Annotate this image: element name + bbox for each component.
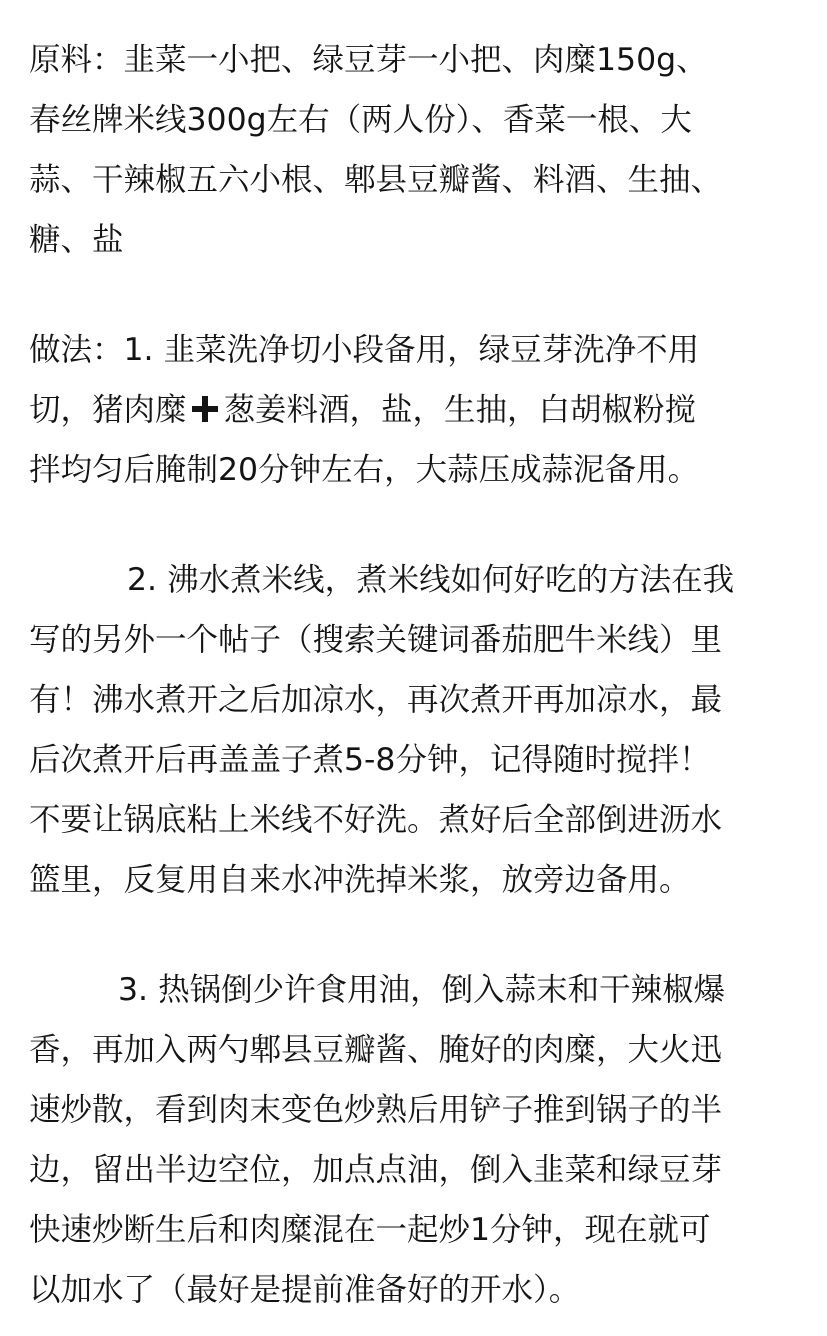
- heavy-plus-icon: [190, 394, 220, 424]
- method-step2-line: 篮里，反复用自来水冲洗掉米浆，放旁边备用。: [29, 862, 691, 898]
- method-step3-line: 香，再加入两勺郫县豆瓣酱、腌好的肉糜，大火迅: [29, 1032, 723, 1068]
- ingredients-line: 春丝牌米线300g左右（两人份）、香菜一根、大: [29, 102, 692, 138]
- method-step2-line: 有！沸水煮开之后加凉水，再次煮开再加凉水，最: [29, 682, 723, 718]
- method-step3-line: 以加水了（最好是提前准备好的开水）。: [29, 1272, 581, 1308]
- method-step2-line: 不要让锅底粘上米线不好洗。煮好后全部倒进沥水: [29, 802, 723, 838]
- method-step2-line: 后次煮开后再盖盖子煮5-8分钟，记得随时搅拌！: [29, 742, 711, 778]
- ingredients-line: 糖、盐: [29, 222, 124, 258]
- method-step2-line: 2. 沸水煮米线，煮米线如何好吃的方法在我: [127, 562, 735, 598]
- method-step3-line: 速炒散，看到肉末变色炒熟后用铲子推到锅子的半: [29, 1092, 723, 1128]
- method-step3-line: 快速炒断生后和肉糜混在一起炒1分钟，现在就可: [29, 1212, 711, 1248]
- method-step1-line: 拌均匀后腌制20分钟左右，大蒜压成蒜泥备用。: [29, 452, 700, 488]
- method-step2-line: 写的另外一个帖子（搜索关键词番茄肥牛米线）里: [29, 622, 723, 658]
- ingredients-line: 原料：韭菜一小把、绿豆芽一小把、肉糜150g、: [29, 42, 708, 78]
- method-step3-line: 3. 热锅倒少许食用油，倒入蒜末和干辣椒爆: [118, 972, 726, 1008]
- method-step3-line: 边，留出半边空位，加点点油，倒入韭菜和绿豆芽: [29, 1152, 723, 1188]
- method-step1-line: 做法：1. 韭菜洗净切小段备用，绿豆芽洗净不用: [29, 332, 700, 368]
- method-step1-text: 葱姜料酒，盐，生抽，白胡椒粉搅: [223, 392, 697, 428]
- ingredients-line: 蒜、干辣椒五六小根、郫县豆瓣酱、料酒、生抽、: [29, 162, 723, 198]
- method-step1-line: [29, 390, 696, 430]
- method-step1-text: 切，猪肉糜: [29, 392, 187, 428]
